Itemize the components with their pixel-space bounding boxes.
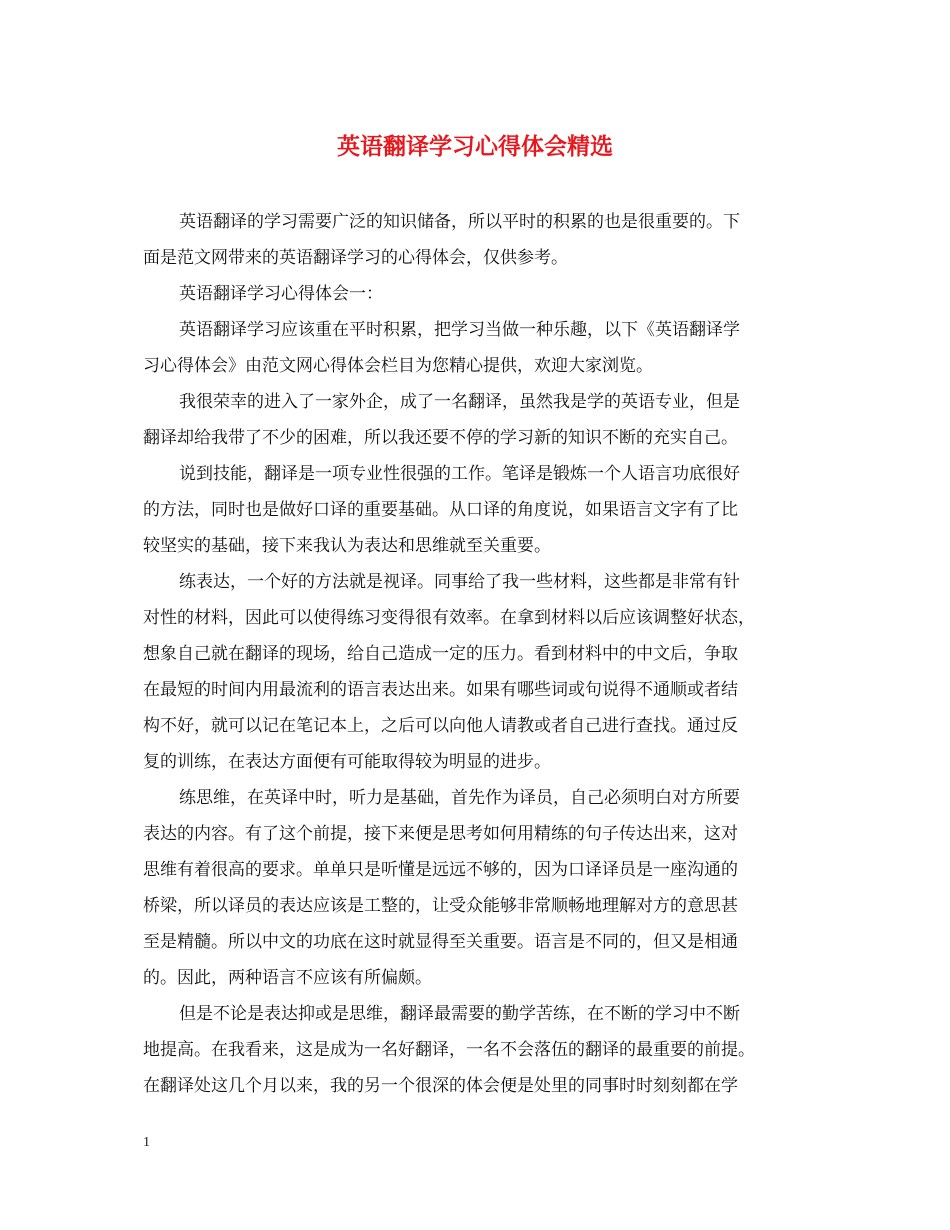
body-line: 翻译却给我带了不少的困难，所以我还要不停的学习新的知识不断的充实自己。 bbox=[143, 428, 738, 448]
body-line: 练思维，在英译中时，听力是基础，首先作为译员，自己必须明白对方所要 bbox=[179, 788, 740, 808]
document-title: 英语翻译学习心得体会精选 bbox=[337, 133, 613, 160]
body-line: 至是精髓。所以中文的功底在这时就显得至关重要。语言是不同的，但又是相通 bbox=[143, 932, 738, 952]
body-line: 想象自己就在翻译的现场，给自己造成一定的压力。看到材料中的中文后，争取 bbox=[143, 644, 738, 664]
body-line: 的。因此，两种语言不应该有所偏颇。 bbox=[143, 968, 432, 988]
body-line: 对性的材料，因此可以使得练习变得很有效率。在拿到材料以后应该调整好状态， bbox=[143, 608, 755, 628]
body-line: 较坚实的基础，接下来我认为表达和思维就至关重要。 bbox=[143, 536, 551, 556]
body-line: 构不好，就可以记在笔记本上，之后可以向他人请教或者自己进行查找。通过反 bbox=[143, 716, 738, 736]
body-line: 在翻译处这几个月以来，我的另一个很深的体会便是处里的同事时时刻刻都在学 bbox=[143, 1076, 738, 1096]
body-line: 英语翻译的学习需要广泛的知识储备，所以平时的积累的也是很重要的。下 bbox=[179, 212, 740, 232]
body-line: 面是范文网带来的英语翻译学习的心得体会，仅供参考。 bbox=[143, 248, 568, 268]
body-line: 的方法，同时也是做好口译的重要基础。从口译的角度说，如果语言文字有了比 bbox=[143, 500, 738, 520]
body-line: 表达的内容。有了这个前提，接下来便是思考如何用精练的句子传达出来，这对 bbox=[143, 824, 738, 844]
body-line: 但是不论是表达抑或是思维，翻译最需要的勤学苦练，在不断的学习中不断 bbox=[179, 1004, 740, 1024]
body-line: 思维有着很高的要求。单单只是听懂是远远不够的，因为口译译员是一座沟通的 bbox=[143, 860, 738, 880]
page-number: 1 bbox=[143, 1135, 150, 1150]
body-line: 英语翻译学习应该重在平时积累，把学习当做一种乐趣，以下《英语翻译学 bbox=[179, 320, 740, 340]
body-line: 习心得体会》由范文网心得体会栏目为您精心提供，欢迎大家浏览。 bbox=[143, 356, 653, 376]
body-line: 地提高。在我看来，这是成为一名好翻译，一名不会落伍的翻译的最重要的前提。 bbox=[143, 1040, 755, 1060]
body-line: 在最短的时间内用最流利的语言表达出来。如果有哪些词或句说得不通顺或者结 bbox=[143, 680, 738, 700]
body-line: 我很荣幸的进入了一家外企，成了一名翻译，虽然我是学的英语专业，但是 bbox=[179, 392, 740, 412]
document-body bbox=[143, 204, 810, 1104]
body-line: 练表达，一个好的方法就是视译。同事给了我一些材料，这些都是非常有针 bbox=[179, 572, 740, 592]
body-line: 说到技能，翻译是一项专业性很强的工作。笔译是锻炼一个人语言功底很好 bbox=[179, 464, 740, 484]
body-line: 英语翻译学习心得体会一： bbox=[179, 284, 383, 304]
body-line: 桥梁，所以译员的表达应该是工整的，让受众能够非常顺畅地理解对方的意思甚 bbox=[143, 896, 738, 916]
body-line: 复的训练，在表达方面便有可能取得较为明显的进步。 bbox=[143, 752, 551, 772]
